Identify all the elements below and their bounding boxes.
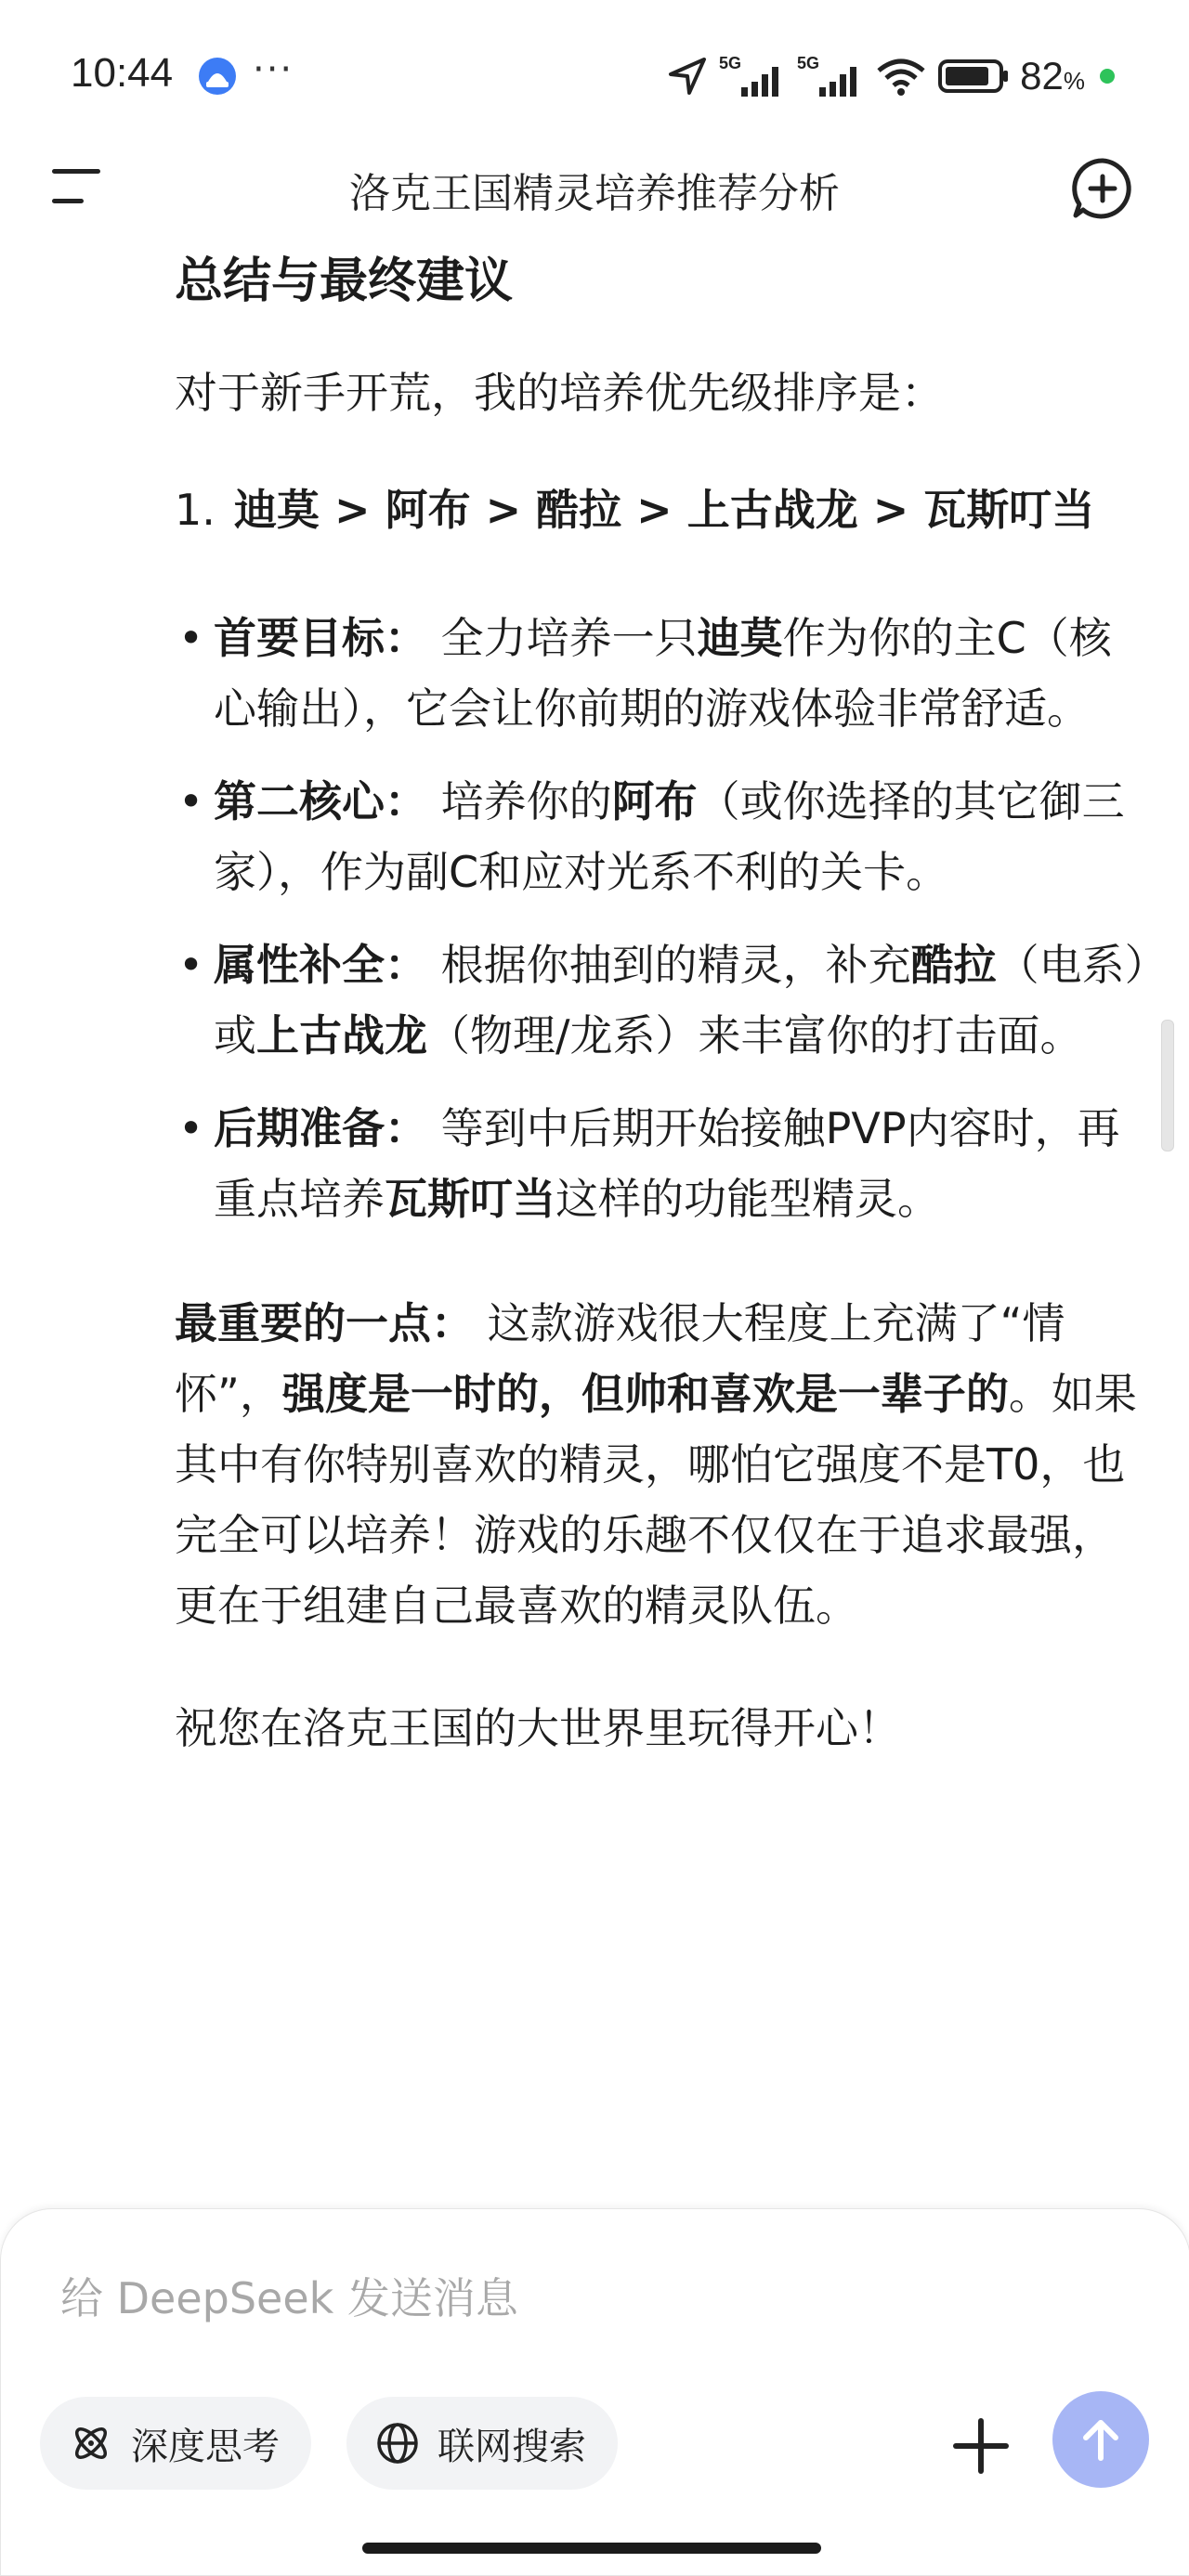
signal-icon <box>719 54 786 98</box>
intro-text: 对于新手开荒，我的培养优先级排序是： <box>175 368 944 418</box>
scrollbar[interactable] <box>1161 1020 1174 1151</box>
status-time: 10:44 <box>71 50 174 96</box>
battery-percent: 82% <box>1020 54 1085 98</box>
chat-header <box>0 139 1189 232</box>
closing-text: 祝您在洛克王国的大世界里玩得开心！ <box>175 1703 901 1753</box>
app-notification-icon <box>197 56 238 97</box>
item-label: 第二核心： <box>214 776 427 826</box>
list-item: • 首要目标： 全力培养一只迪莫作为你的主C（核心输出），它会让你前期的游戏体验非常舒适。 <box>178 613 1112 734</box>
priority-list-item <box>175 475 1150 545</box>
key-point-paragraph: 最重要的一点： 这款游戏很大程度上充满了“情怀”，强度是一时的，但帅和喜欢是一辈子的。如果其中有你特别喜欢的精灵，哪怕它强度不是T0，也完全可以培养！游戏的乐趣不仅仅在于追求最强，更在于组建自己最喜欢的精灵队伍。 <box>175 1298 1137 1631</box>
globe-icon <box>374 2420 421 2466</box>
item-label: 后期准备： <box>214 1103 427 1153</box>
recommendation-list <box>175 603 1150 1234</box>
send-button[interactable] <box>1052 2391 1149 2488</box>
section-heading: 总结与最终建议 <box>175 254 514 309</box>
status-indicators <box>667 52 1115 100</box>
svg-text:5G: 5G <box>719 54 742 72</box>
message-input[interactable] <box>59 2265 1084 2332</box>
priority-order-text: 迪莫 > 阿布 > 酷拉 > 上古战龙 > 瓦斯叮当 <box>234 485 1095 535</box>
assistant-message <box>175 237 1150 1763</box>
web-search-label: 联网搜索 <box>438 2425 586 2468</box>
svg-text:5G: 5G <box>797 54 820 72</box>
location-icon <box>667 56 708 97</box>
new-chat-icon[interactable] <box>1070 156 1135 221</box>
home-indicator[interactable] <box>362 2543 821 2554</box>
deep-think-button[interactable] <box>40 2397 311 2490</box>
signal-icon-2 <box>797 54 864 98</box>
list-item: • 后期准备： 等到中后期开始接触PVP内容时，再重点培养瓦斯叮当这样的功能型精灵。 <box>178 1103 1120 1224</box>
more-notifications-icon: ··· <box>253 48 294 91</box>
battery-icon <box>938 58 1009 95</box>
deep-think-label: 深度思考 <box>131 2425 280 2468</box>
status-bar <box>0 0 1189 149</box>
message-composer <box>0 2208 1189 2576</box>
page-title: 洛克王国精灵培养推荐分析 <box>349 170 840 217</box>
web-search-button[interactable] <box>346 2397 618 2490</box>
list-number: 1. <box>175 485 216 535</box>
privacy-indicator-dot <box>1100 69 1115 84</box>
plus-icon[interactable] <box>950 2415 1012 2477</box>
atom-icon <box>68 2420 114 2466</box>
list-item: • 属性补全： 根据你抽到的精灵，补充酷拉（电系）或上古战龙（物理/龙系）来丰富你的打击面。 <box>178 940 1146 1060</box>
item-label: 属性补全： <box>214 940 427 990</box>
item-label: 首要目标： <box>214 613 427 663</box>
wifi-icon <box>875 56 927 97</box>
list-item: • 第二核心： 培养你的阿布（或你选择的其它御三家），作为副C和应对光系不利的关卡。 <box>178 776 1125 897</box>
arrow-up-icon <box>1075 2413 1127 2465</box>
